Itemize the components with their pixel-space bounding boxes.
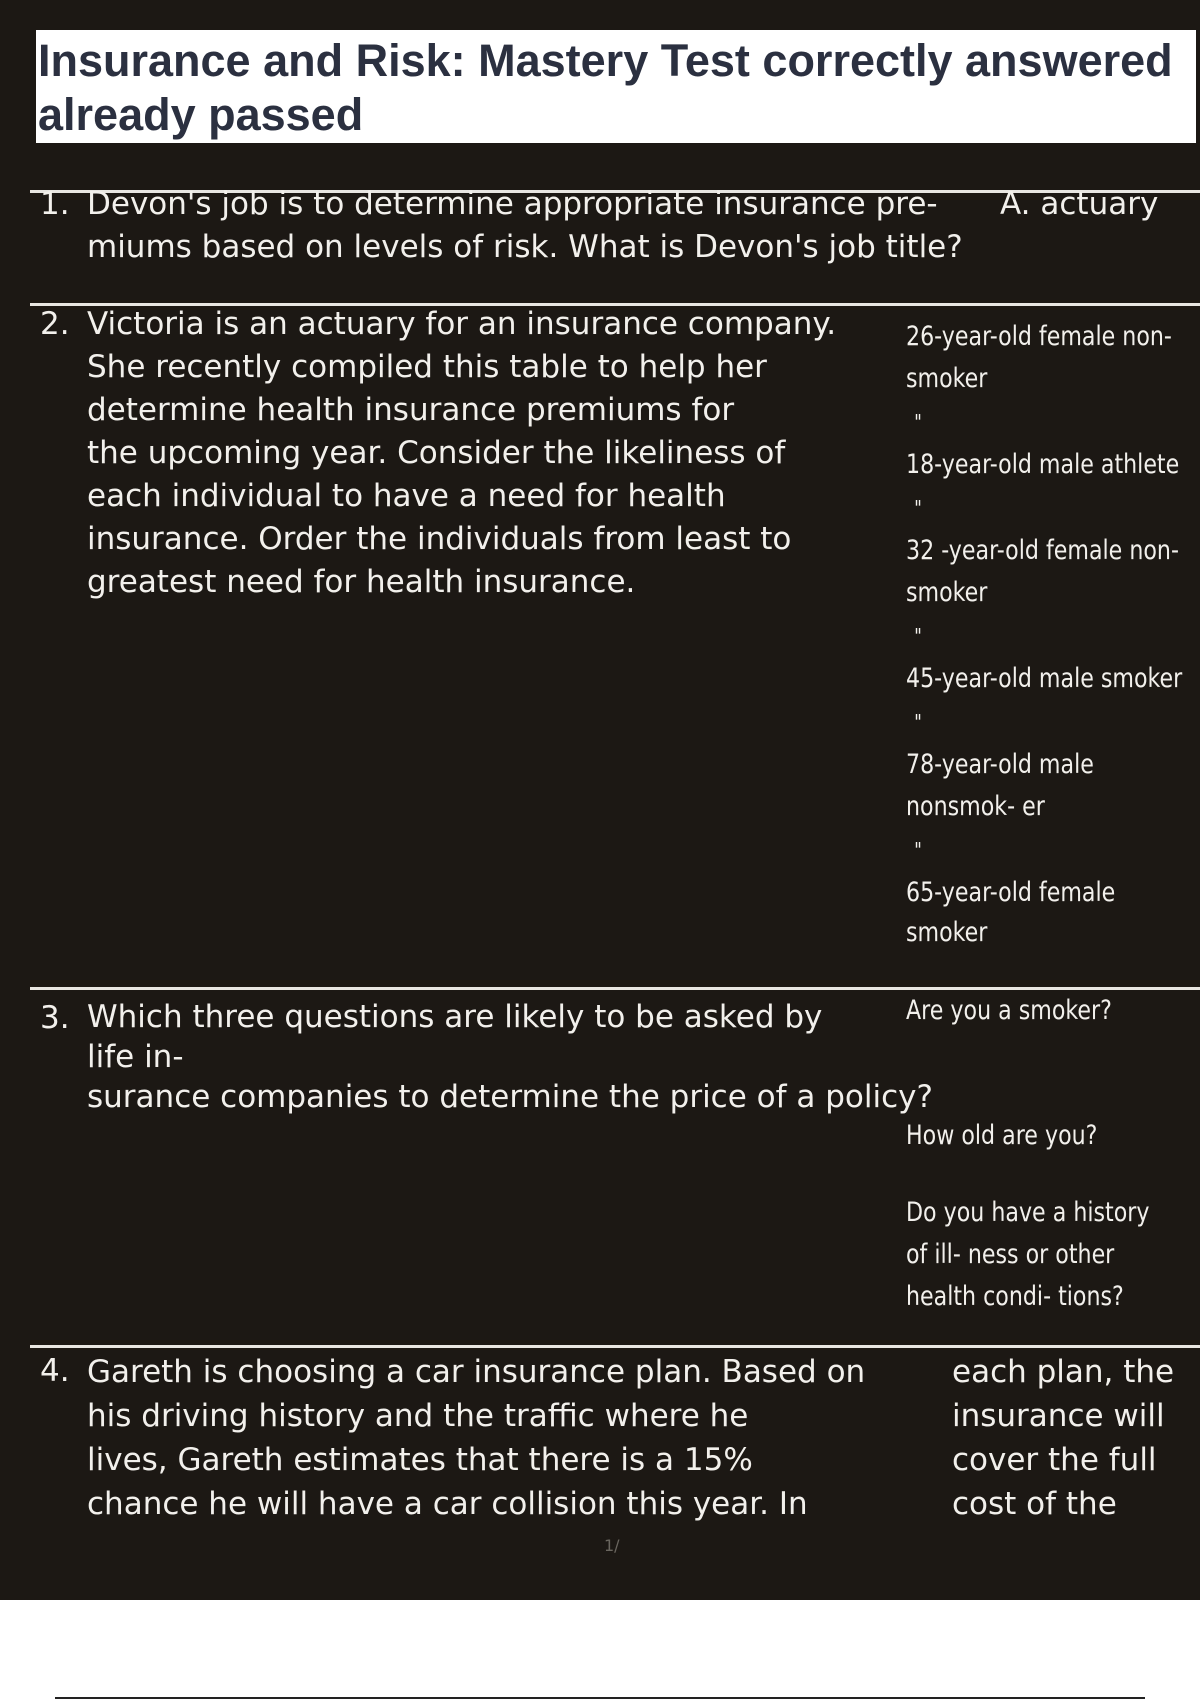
question-line: chance he will have a car collision this year. In bbox=[87, 1486, 808, 1522]
answer-item: 78-year-old male nonsmok- er bbox=[906, 749, 1094, 822]
answer-item: 65-year-old female smoker bbox=[906, 877, 1116, 948]
answer-list bbox=[906, 316, 1182, 952]
answer-item: 18-year-old male athlete bbox=[906, 449, 1180, 480]
question-line: Devon's job is to determine appropriate insurance pre- bbox=[87, 186, 938, 222]
ditto-mark: " bbox=[914, 710, 922, 734]
question-line: cost of the bbox=[952, 1486, 1117, 1522]
title-box bbox=[36, 30, 1196, 143]
question-text bbox=[87, 1350, 865, 1526]
question-text bbox=[87, 303, 836, 604]
question-number: 3. bbox=[40, 1000, 70, 1036]
question-text bbox=[87, 997, 933, 1117]
question-text bbox=[87, 183, 963, 269]
question-line: She recently compiled this table to help her bbox=[87, 349, 767, 385]
answer-list bbox=[906, 1115, 1097, 1157]
question-line: each plan, the bbox=[952, 1354, 1175, 1390]
ditto-mark: " bbox=[914, 410, 922, 434]
question-line: cover the full bbox=[952, 1442, 1157, 1478]
answer-item: 45-year-old male smoker bbox=[906, 663, 1183, 694]
page-title: Insurance and Risk: Mastery Test correctly answered already passed bbox=[38, 35, 1173, 140]
ditto-mark: " bbox=[914, 496, 922, 520]
question-line: greatest need for health insurance. bbox=[87, 564, 636, 600]
question-4-continued bbox=[952, 1350, 1174, 1526]
question-line: his driving history and the traffic where he bbox=[87, 1398, 749, 1434]
question-number: 4. bbox=[40, 1353, 70, 1389]
question-number: 2. bbox=[40, 306, 70, 342]
page-number: 1/ bbox=[604, 1536, 620, 1555]
question-line: insurance. Order the individuals from least to bbox=[87, 521, 792, 557]
answer-item: How old are you? bbox=[906, 1120, 1098, 1151]
question-line: determine health insurance premiums for bbox=[87, 392, 735, 428]
question-line: the upcoming year. Consider the likeliness of bbox=[87, 435, 786, 471]
answer-text: A. actuary bbox=[1000, 186, 1159, 222]
divider bbox=[30, 1345, 1200, 1348]
ditto-mark: " bbox=[914, 838, 922, 862]
question-line: insurance will bbox=[952, 1398, 1165, 1434]
answer-list bbox=[906, 1192, 1149, 1318]
answer-list bbox=[906, 990, 1112, 1032]
question-line: Which three questions are likely to be asked by bbox=[87, 999, 823, 1035]
question-line: surance companies to determine the price of a policy? bbox=[87, 1079, 933, 1115]
answer-item: 32 -year-old female non- smoker bbox=[906, 535, 1179, 608]
ditto-mark: " bbox=[914, 624, 922, 648]
question-line: each individual to have a need for health bbox=[87, 478, 726, 514]
question-line: miums based on levels of risk. What is Devon's job title? bbox=[87, 229, 963, 265]
answer-item: Do you have a history of ill- ness or other health condi- tions? bbox=[906, 1197, 1150, 1312]
question-1 bbox=[40, 183, 1200, 273]
question-line: Victoria is an actuary for an insurance company. bbox=[87, 306, 837, 342]
question-number: 1. bbox=[40, 186, 70, 222]
answer-item: Are you a smoker? bbox=[906, 995, 1112, 1026]
question-line: lives, Gareth estimates that there is a 15% bbox=[87, 1442, 753, 1478]
question-line: Gareth is choosing a car insurance plan. Based on bbox=[87, 1354, 866, 1390]
answer-item: 26-year-old female non- smoker bbox=[906, 321, 1172, 394]
question-line: life in- bbox=[87, 1039, 184, 1075]
footer-divider bbox=[55, 1697, 1145, 1699]
